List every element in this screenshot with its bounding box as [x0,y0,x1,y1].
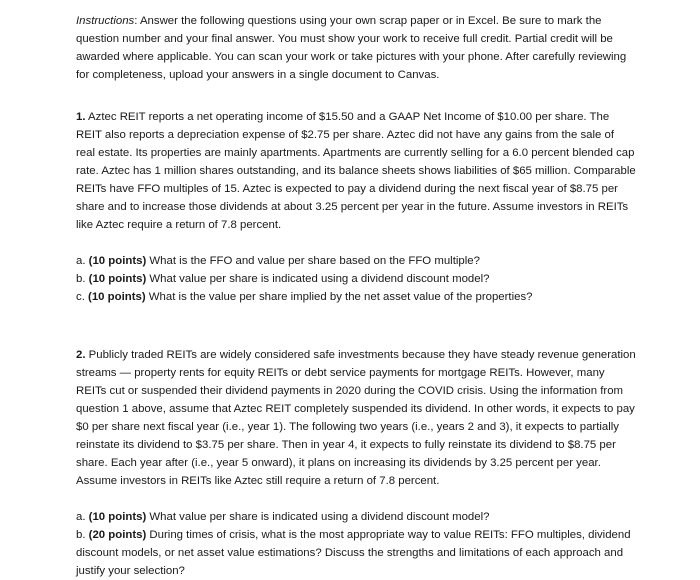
question-1-part-a [76,252,636,270]
part-letter: a. [76,255,89,267]
question-1-part-c [76,288,636,306]
question-2-parts [76,508,636,580]
part-points: (10 points) [88,273,147,285]
document-page [76,12,636,580]
part-letter: b. [76,529,89,541]
question-2-text [76,346,636,490]
part-points: (10 points) [88,511,147,523]
instructions-label: Instructions [76,15,135,27]
part-letter: b. [76,273,89,285]
question-1-body: Aztec REIT reports a net operating income of $15.50 and a GAAP Net Income of $10.00 per share. The REIT also reports a depreciation expense of $2.75 per share. Aztec did not have any gains from the sale of real estate. Its properties are mainly apartments. Apartments are currently selling for a 6.0 percent blended cap rate. Aztec has 1 million shares outstanding, and its balance sheets shows liabilities of $65 million. Comparable REITs have FFO multiples of 15. Aztec is expected to pay a dividend during the next fiscal year of $8.75 per share and to increase those dividends at about 3.25 percent per year in the future. Assume investors in REITs like Aztec require a return of 7.8 percent. [76,111,636,231]
question-1-text [76,108,636,234]
part-points: (10 points) [88,255,147,267]
instructions-text: : Answer the following questions using your own scrap paper or in Excel. Be sure to mark the question number and your final answer. You must show your work to receive full credit. Partial credit will be awarded where applicable. You can scan your work or take pictures with your phone. After carefully reviewing for completeness, upload your answers in a single document to Canvas. [76,15,627,81]
question-1-number: 1. [76,111,86,123]
part-letter: a. [76,511,89,523]
question-2-part-a [76,508,636,526]
part-points: (20 points) [88,529,147,541]
section-spacer [76,328,636,346]
part-text: What is the FFO and value per share based on the FFO multiple? [146,255,480,267]
part-letter: c. [76,291,89,303]
part-text: What value per share is indicated using a dividend discount model? [146,511,490,523]
question-2-body: Publicly traded REITs are widely considered safe investments because they have steady revenue generation streams — property rents for equity REITs or debt service payments for mortgage REITs. However, many REITs cut or suspended their dividend payments in 2020 during the COVID crisis. Using the information from question 1 above, assume that Aztec REIT completely suspended its dividend. In other words, it expects to pay $0 per share next fiscal year (i.e., year 1). The following two years (i.e., years 2 and 3), it expects to partially reinstate its dividend to $3.75 per share. Then in year 4, it expects to fully reinstate its dividend to $8.75 per share. Each year after (i.e., year 5 onward), it plans on increasing its dividends by 3.25 percent per year. Assume investors in REITs like Aztec still require a return of 7.8 percent. [76,349,636,487]
part-text: What is the value per share implied by the net asset value of the properties? [145,291,533,303]
instructions-paragraph [76,12,636,84]
question-1-parts [76,252,636,306]
part-text: What value per share is indicated using a dividend discount model? [146,273,490,285]
question-2-part-b [76,526,636,580]
part-points: (10 points) [88,291,146,303]
question-1-part-b [76,270,636,288]
part-text: During times of crisis, what is the most appropriate way to value REITs: FFO multiples, dividend discount models, or net asset value estimations? Discuss the strengths and limitations of each approach and justify your selection? [76,529,631,577]
question-2-number: 2. [76,349,86,361]
